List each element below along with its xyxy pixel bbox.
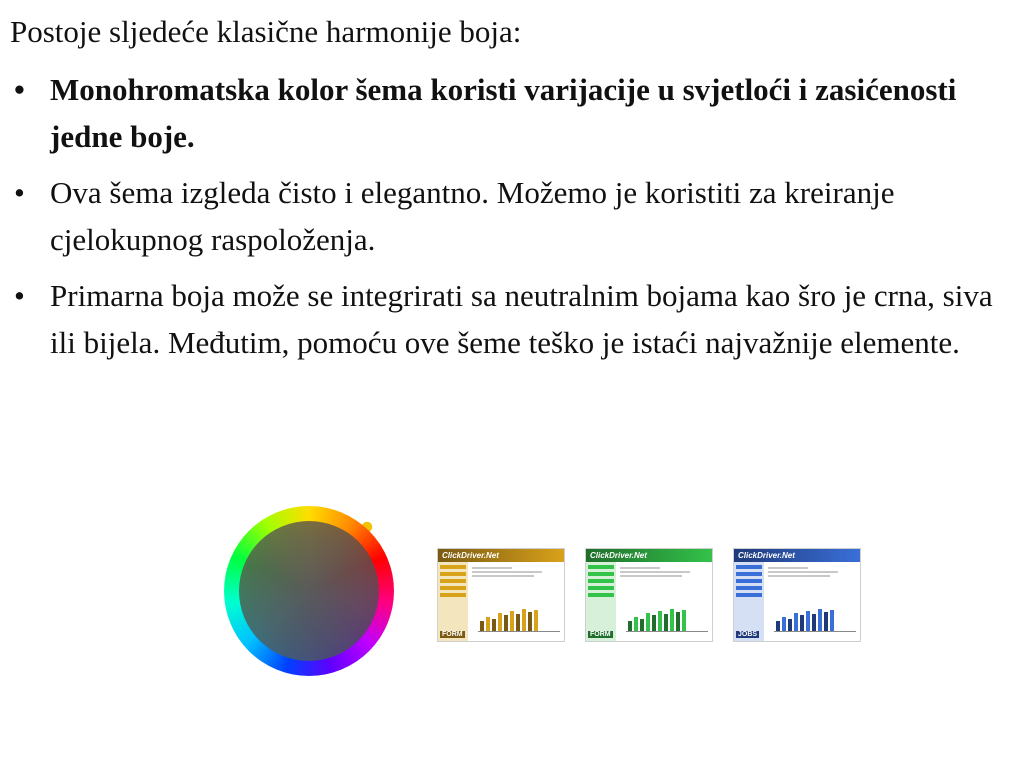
color-wheel-center xyxy=(239,521,379,661)
thumbnail-bar xyxy=(498,613,502,631)
bullet-dot-icon: • xyxy=(14,72,25,107)
thumbnail-bar-chart xyxy=(628,605,688,631)
bullet-list xyxy=(10,66,1016,375)
thumbnail-bar xyxy=(782,617,786,631)
thumbnail-header xyxy=(438,549,564,562)
thumbnail-tag: FORM xyxy=(442,631,463,638)
thumbnail-header xyxy=(586,549,712,562)
website-thumbnail-blue xyxy=(733,548,861,642)
thumbnail-bar xyxy=(812,614,816,631)
thumbnail-bar xyxy=(652,615,656,631)
thumbnail-bar xyxy=(480,621,484,631)
thumbnail-bar xyxy=(676,612,680,631)
thumbnail-bar xyxy=(664,614,668,631)
thumbnail-bar-chart xyxy=(480,605,540,631)
thumbnail-bar xyxy=(806,611,810,631)
thumbnail-bar xyxy=(830,610,834,631)
thumbnail-bar xyxy=(824,612,828,631)
thumbnail-bar xyxy=(522,609,526,631)
bullet-dot-icon: • xyxy=(14,175,25,210)
thumbnail-bar xyxy=(640,619,644,631)
thumbnail-brand: ClickDriver.Net xyxy=(738,551,795,560)
thumbnail-bar xyxy=(658,611,662,631)
bullet-item-elegance xyxy=(10,169,1016,263)
thumbnail-brand: ClickDriver.Net xyxy=(590,551,647,560)
thumbnail-bar xyxy=(800,615,804,631)
thumbnail-bar xyxy=(634,617,638,631)
thumbnail-bar xyxy=(794,613,798,631)
thumbnail-bar xyxy=(818,609,822,631)
color-wheel-icon xyxy=(220,500,410,690)
bullet-item-monochromatic xyxy=(10,66,1016,160)
thumbnail-bar xyxy=(682,610,686,631)
thumbnail-bar-chart xyxy=(776,605,836,631)
thumbnail-bar xyxy=(628,621,632,631)
intro-text: Postoje sljedeće klasične harmonije boja: xyxy=(10,14,522,49)
thumbnail-tag: FORM xyxy=(590,631,611,638)
thumbnail-brand: ClickDriver.Net xyxy=(442,551,499,560)
thumbnail-bar xyxy=(670,609,674,631)
thumbnail-bar xyxy=(776,621,780,631)
thumbnail-bar xyxy=(528,612,532,631)
bullet-text: Ova šema izgleda čisto i elegantno. Možemo je koristiti za kreiranje cjelokupnog raspoloženja. xyxy=(50,175,895,257)
thumbnail-bar xyxy=(504,615,508,631)
thumbnail-sidebar xyxy=(586,562,616,641)
thumbnail-tag: JOBS xyxy=(738,631,758,638)
thumbnail-sidebar xyxy=(734,562,764,641)
thumbnail-bar xyxy=(516,614,520,631)
bullet-item-neutral-colors xyxy=(10,272,1016,366)
thumbnail-bar xyxy=(492,619,496,631)
bullet-dot-icon: • xyxy=(14,278,25,313)
bullet-text: Primarna boja može se integrirati sa neutralnim bojama kao šro je crna, siva ili bijela. Međutim, pomoću ove šeme teško je istaći najvažnije elemente. xyxy=(50,278,993,360)
bullet-text: Monohromatska kolor šema koristi varijacije u svjetloći i zasićenosti jedne boje. xyxy=(50,72,957,154)
thumbnail-header xyxy=(734,549,860,562)
thumbnail-bar xyxy=(788,619,792,631)
thumbnail-sidebar xyxy=(438,562,468,641)
thumbnail-bar xyxy=(646,613,650,631)
website-thumbnail-gold xyxy=(437,548,565,642)
thumbnail-bar xyxy=(486,617,490,631)
website-thumbnail-green xyxy=(585,548,713,642)
thumbnail-bar xyxy=(510,611,514,631)
thumbnail-bar xyxy=(534,610,538,631)
